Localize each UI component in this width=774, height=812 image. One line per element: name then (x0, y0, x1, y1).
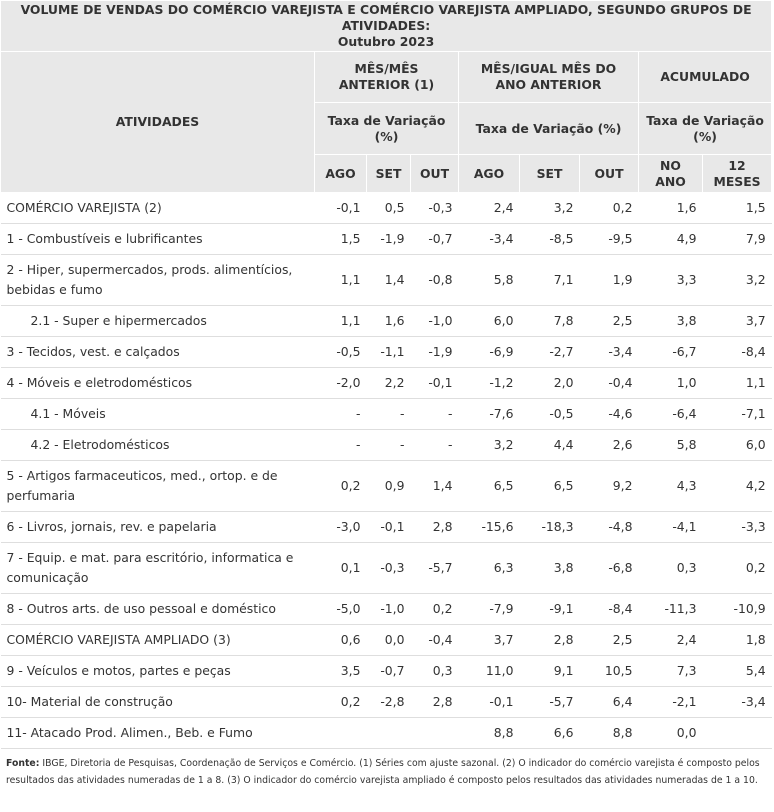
table-row (1, 193, 772, 224)
value-cell: 2,4 (639, 625, 703, 656)
value-cell: 6,3 (459, 543, 520, 594)
table-row (1, 687, 772, 718)
value-cell: 1,4 (367, 255, 411, 306)
value-cell: 10,5 (580, 656, 639, 687)
table-row (1, 512, 772, 543)
value-cell: - (411, 399, 459, 430)
value-cell: -0,7 (411, 224, 459, 255)
value-cell: 2,8 (411, 512, 459, 543)
value-cell: -7,9 (459, 594, 520, 625)
footnote-label: Fonte: (6, 758, 40, 769)
value-cell: 5,8 (459, 255, 520, 306)
table-row (1, 368, 772, 399)
value-cell: 6,4 (580, 687, 639, 718)
value-cell: - (315, 399, 367, 430)
value-cell: 1,5 (703, 193, 772, 224)
table-row (1, 430, 772, 461)
value-cell: 0,2 (411, 594, 459, 625)
table-row (1, 255, 772, 306)
value-cell: -4,1 (639, 512, 703, 543)
subheader-rate-1: Taxa de Variação (%) (315, 103, 459, 155)
value-cell: 0,1 (315, 543, 367, 594)
value-cell: 1,6 (367, 306, 411, 337)
value-cell: -6,8 (580, 543, 639, 594)
value-cell: -11,3 (639, 594, 703, 625)
value-cell: -6,7 (639, 337, 703, 368)
value-cell (703, 718, 772, 749)
value-cell: 0,2 (315, 461, 367, 512)
activity-label: 6 - Livros, jornais, rev. e papelaria (1, 512, 315, 543)
value-cell: -0,3 (411, 193, 459, 224)
value-cell: 6,5 (520, 461, 580, 512)
value-cell: 2,0 (520, 368, 580, 399)
value-cell: 5,8 (639, 430, 703, 461)
table-row (1, 543, 772, 594)
value-cell: -2,0 (315, 368, 367, 399)
value-cell: 1,9 (580, 255, 639, 306)
value-cell: -3,4 (459, 224, 520, 255)
value-cell: -7,6 (459, 399, 520, 430)
activities-header: ATIVIDADES (1, 52, 315, 193)
value-cell: 0,0 (639, 718, 703, 749)
value-cell: 3,2 (703, 255, 772, 306)
table-title (1, 1, 772, 52)
value-cell: 6,6 (520, 718, 580, 749)
column-header: OUT (411, 155, 459, 193)
value-cell: -15,6 (459, 512, 520, 543)
value-cell: 3,7 (459, 625, 520, 656)
footnote (0, 749, 774, 789)
value-cell: -8,4 (580, 594, 639, 625)
value-cell: 3,7 (703, 306, 772, 337)
value-cell: 4,9 (639, 224, 703, 255)
value-cell: 1,4 (411, 461, 459, 512)
subheader-rate-2: Taxa de Variação (%) (459, 103, 639, 155)
value-cell: -0,7 (367, 656, 411, 687)
value-cell: -9,1 (520, 594, 580, 625)
value-cell: 3,3 (639, 255, 703, 306)
value-cell: 2,8 (520, 625, 580, 656)
value-cell: -5,0 (315, 594, 367, 625)
value-cell: 11,0 (459, 656, 520, 687)
value-cell: 1,1 (315, 306, 367, 337)
subheader-rate-3: Taxa de Variação (%) (639, 103, 772, 155)
table-row (1, 337, 772, 368)
value-cell: 1,5 (315, 224, 367, 255)
table-row (1, 306, 772, 337)
value-cell: -4,8 (580, 512, 639, 543)
value-cell: 2,6 (580, 430, 639, 461)
value-cell: 3,5 (315, 656, 367, 687)
value-cell: -8,5 (520, 224, 580, 255)
value-cell: 1,1 (315, 255, 367, 306)
value-cell: -0,1 (367, 512, 411, 543)
value-cell: 5,4 (703, 656, 772, 687)
table-row (1, 461, 772, 512)
value-cell: -1,9 (367, 224, 411, 255)
value-cell: -3,3 (703, 512, 772, 543)
title-line-1: VOLUME DE VENDAS DO COMÉRCIO VAREJISTA E COMÉRCIO VAREJISTA AMPLIADO, SEGUNDO GRUPOS DE ATIVIDADES: (20, 2, 752, 33)
value-cell: 3,8 (639, 306, 703, 337)
group-header-month-previous: MÊS/MÊS ANTERIOR (1) (315, 52, 459, 103)
value-cell: 2,5 (580, 625, 639, 656)
value-cell: 4,4 (520, 430, 580, 461)
value-cell: -0,1 (315, 193, 367, 224)
activity-label: 3 - Tecidos, vest. e calçados (1, 337, 315, 368)
value-cell: - (367, 430, 411, 461)
value-cell: -2,1 (639, 687, 703, 718)
activity-label: 9 - Veículos e motos, partes e peças (1, 656, 315, 687)
column-header: AGO (459, 155, 520, 193)
value-cell: 8,8 (459, 718, 520, 749)
activity-label: 2 - Hiper, supermercados, prods. alimentícios, bebidas e fumo (1, 255, 315, 306)
value-cell: 7,1 (520, 255, 580, 306)
activity-label: 7 - Equip. e mat. para escritório, informatica e comunicação (1, 543, 315, 594)
value-cell: 2,4 (459, 193, 520, 224)
value-cell: -3,4 (580, 337, 639, 368)
value-cell: -7,1 (703, 399, 772, 430)
value-cell: 0,6 (315, 625, 367, 656)
value-cell: 7,8 (520, 306, 580, 337)
activity-label: 10- Material de construção (1, 687, 315, 718)
activity-label: 8 - Outros arts. de uso pessoal e doméstico (1, 594, 315, 625)
value-cell: -4,6 (580, 399, 639, 430)
column-header: SET (367, 155, 411, 193)
value-cell: -0,8 (411, 255, 459, 306)
value-cell: -1,1 (367, 337, 411, 368)
activity-label: 4.2 - Eletrodomésticos (1, 430, 315, 461)
value-cell: -0,3 (367, 543, 411, 594)
value-cell: 1,8 (703, 625, 772, 656)
activity-label: 1 - Combustíveis e lubrificantes (1, 224, 315, 255)
value-cell: -0,4 (580, 368, 639, 399)
footnote-text: IBGE, Diretoria de Pesquisas, Coordenação de Serviços e Comércio. (1) Séries com ajuste sazonal. (2) O indicador do comércio varejista é composto pelos resultados das atividades numeradas de 1 a 8. (3) O indicador do comércio varejista ampliado é composto pelos resultados das atividades numeradas de 1 a 10. (6, 758, 760, 786)
value-cell: 0,2 (315, 687, 367, 718)
value-cell: 0,0 (367, 625, 411, 656)
table-row (1, 594, 772, 625)
value-cell: -6,4 (639, 399, 703, 430)
column-header: SET (520, 155, 580, 193)
value-cell: -5,7 (411, 543, 459, 594)
value-cell: 4,2 (703, 461, 772, 512)
value-cell: -2,7 (520, 337, 580, 368)
value-cell: -0,5 (315, 337, 367, 368)
value-cell: -18,3 (520, 512, 580, 543)
group-header-accumulated: ACUMULADO (639, 52, 772, 103)
value-cell: -3,4 (703, 687, 772, 718)
value-cell (411, 718, 459, 749)
value-cell: - (315, 430, 367, 461)
table-row (1, 625, 772, 656)
value-cell: -6,9 (459, 337, 520, 368)
value-cell: 3,8 (520, 543, 580, 594)
table-row (1, 399, 772, 430)
value-cell: -0,1 (411, 368, 459, 399)
value-cell: -8,4 (703, 337, 772, 368)
value-cell: -1,0 (411, 306, 459, 337)
value-cell: -1,0 (367, 594, 411, 625)
value-cell: -9,5 (580, 224, 639, 255)
activity-label: 4 - Móveis e eletrodomésticos (1, 368, 315, 399)
value-cell: 9,1 (520, 656, 580, 687)
value-cell: - (367, 399, 411, 430)
value-cell: 9,2 (580, 461, 639, 512)
value-cell: -1,9 (411, 337, 459, 368)
value-cell: 8,8 (580, 718, 639, 749)
value-cell: -0,5 (520, 399, 580, 430)
activity-label: COMÉRCIO VAREJISTA (2) (1, 193, 315, 224)
table-header (1, 1, 772, 193)
value-cell: 2,8 (411, 687, 459, 718)
value-cell: 0,3 (411, 656, 459, 687)
value-cell (367, 718, 411, 749)
value-cell: 4,3 (639, 461, 703, 512)
value-cell: 0,5 (367, 193, 411, 224)
title-line-2: Outubro 2023 (337, 34, 435, 49)
value-cell: 1,0 (639, 368, 703, 399)
value-cell: 7,3 (639, 656, 703, 687)
value-cell: 1,6 (639, 193, 703, 224)
value-cell: -10,9 (703, 594, 772, 625)
value-cell: -5,7 (520, 687, 580, 718)
value-cell: -2,8 (367, 687, 411, 718)
value-cell: 3,2 (459, 430, 520, 461)
value-cell: - (411, 430, 459, 461)
activity-label: COMÉRCIO VAREJISTA AMPLIADO (3) (1, 625, 315, 656)
column-header: NO ANO (639, 155, 703, 193)
group-header-month-same-year: MÊS/IGUAL MÊS DO ANO ANTERIOR (459, 52, 639, 103)
activity-label: 4.1 - Móveis (1, 399, 315, 430)
value-cell: 0,2 (703, 543, 772, 594)
value-cell: 7,9 (703, 224, 772, 255)
value-cell: 1,1 (703, 368, 772, 399)
value-cell: 0,3 (639, 543, 703, 594)
value-cell: 6,0 (459, 306, 520, 337)
value-cell: 6,5 (459, 461, 520, 512)
value-cell: 0,9 (367, 461, 411, 512)
value-cell: -3,0 (315, 512, 367, 543)
table-body (1, 193, 772, 749)
value-cell: 0,2 (580, 193, 639, 224)
activity-label: 2.1 - Super e hipermercados (1, 306, 315, 337)
column-header: AGO (315, 155, 367, 193)
table-row (1, 718, 772, 749)
value-cell: -0,4 (411, 625, 459, 656)
activity-label: 11- Atacado Prod. Alimen., Beb. e Fumo (1, 718, 315, 749)
table-row (1, 656, 772, 687)
column-header: 12 MESES (703, 155, 772, 193)
table-row (1, 224, 772, 255)
value-cell: 2,2 (367, 368, 411, 399)
column-header: OUT (580, 155, 639, 193)
value-cell: 2,5 (580, 306, 639, 337)
value-cell (315, 718, 367, 749)
activity-label: 5 - Artigos farmaceuticos, med., ortop. e de perfumaria (1, 461, 315, 512)
value-cell: -1,2 (459, 368, 520, 399)
value-cell: -0,1 (459, 687, 520, 718)
value-cell: 6,0 (703, 430, 772, 461)
value-cell: 3,2 (520, 193, 580, 224)
